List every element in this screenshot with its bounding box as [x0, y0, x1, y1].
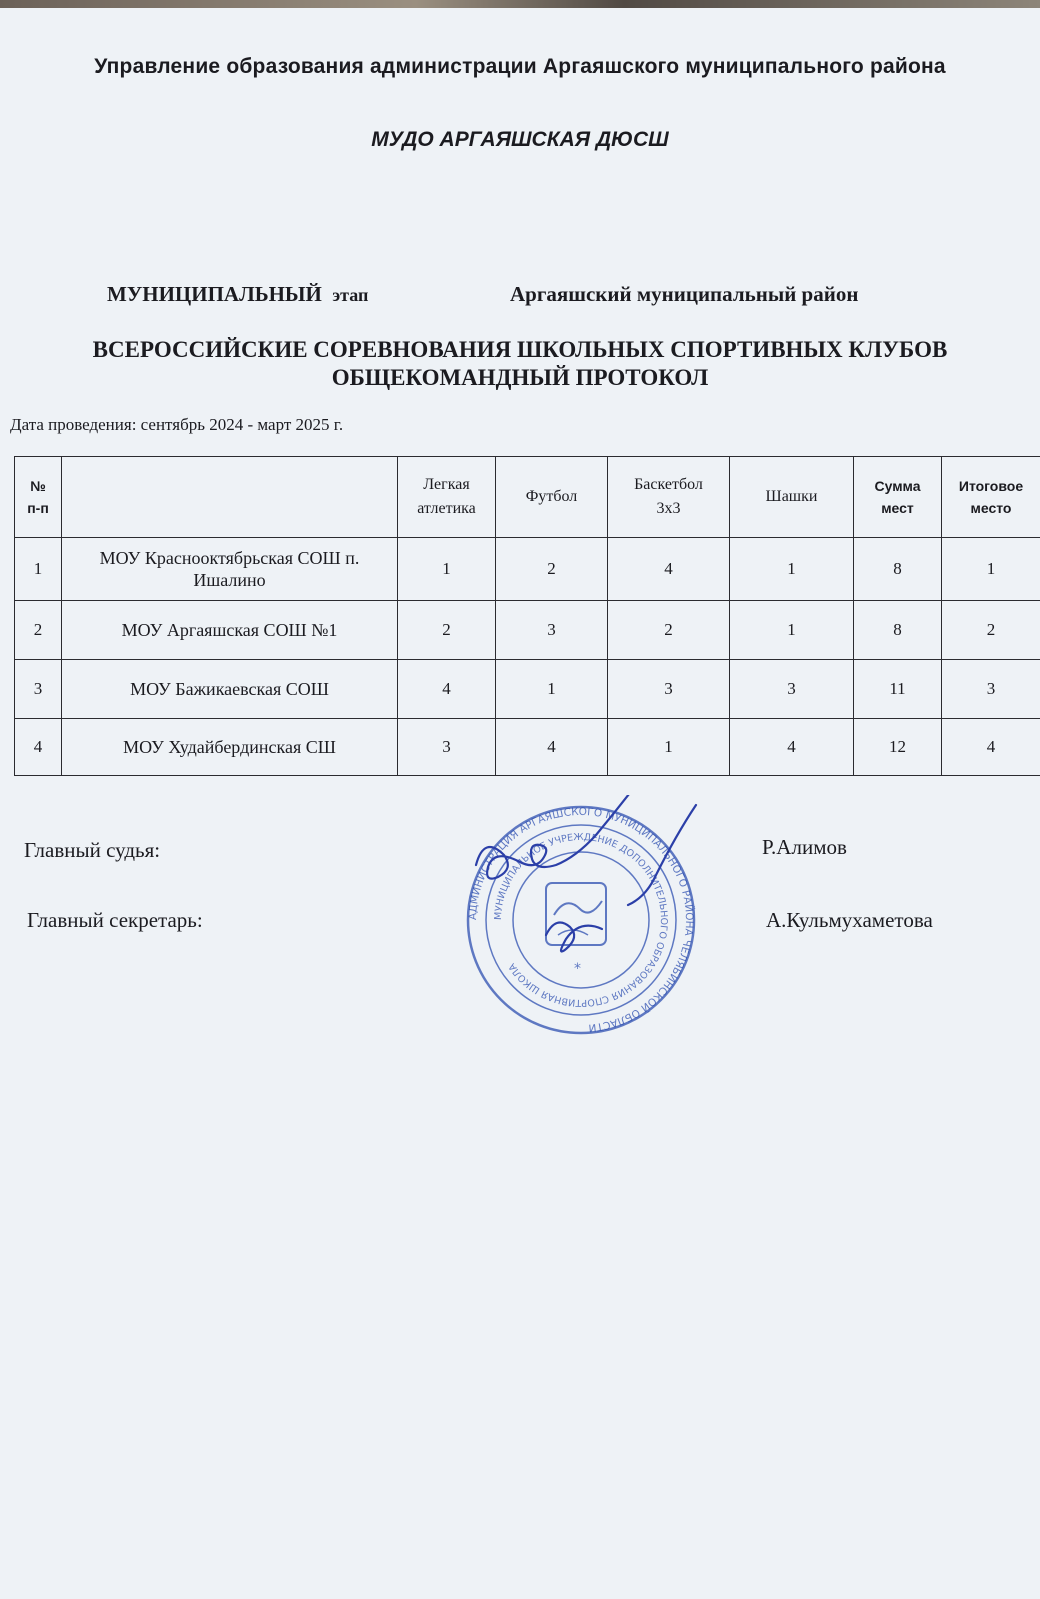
- row-school: МОУ Краснооктябрьская СОШ п. Ишалино: [62, 538, 398, 601]
- title-line-2: ОБЩЕКОМАНДНЫЙ ПРОТОКОЛ: [331, 365, 709, 390]
- table-row: [15, 660, 1040, 719]
- table-row: [15, 719, 1040, 776]
- header-num: № п-п: [15, 457, 62, 538]
- row-basketball: 4: [608, 538, 730, 601]
- official-stamp-icon: [446, 795, 716, 1035]
- school-heading: МУДО АРГАЯШСКАЯ ДЮСШ: [371, 128, 669, 151]
- header-checkers: Шашки: [730, 457, 854, 538]
- row-place: 3: [942, 660, 1040, 719]
- stamp-outer-text: АДМИНИСТРАЦИЯ АРГАЯШСКОГО МУНИЦИПАЛЬНОГО РАЙОНА ЧЕЛЯБИНСКОЙ ОБЛАСТИ: [466, 805, 696, 1034]
- results-table: [14, 456, 1040, 776]
- row-checkers: 4: [730, 719, 854, 776]
- row-num: 3: [15, 660, 62, 719]
- secretary-name: А.Кульмухаметова: [766, 908, 933, 932]
- row-sum: 11: [854, 660, 942, 719]
- row-athletics: 3: [398, 719, 496, 776]
- title-line-1: ВСЕРОССИЙСКИЕ СОРЕВНОВАНИЯ ШКОЛЬНЫХ СПОРТИВНЫХ КЛУБОВ: [92, 337, 948, 362]
- judge-name: Р.Алимов: [762, 835, 847, 859]
- row-football: 1: [496, 660, 608, 719]
- row-basketball: 2: [608, 601, 730, 660]
- header-final-place: Итоговое место: [942, 457, 1040, 538]
- table-header-row: [15, 457, 1040, 538]
- header-football: Футбол: [496, 457, 608, 538]
- row-basketball: 1: [608, 719, 730, 776]
- stage-line: [107, 282, 368, 307]
- row-athletics: 4: [398, 660, 496, 719]
- secretary-label: Главный секретарь:: [27, 908, 203, 932]
- row-place: 1: [942, 538, 1040, 601]
- photo-top-edge: [0, 0, 1040, 8]
- row-football: 3: [496, 601, 608, 660]
- header-basketball: Баскетбол 3х3: [608, 457, 730, 538]
- row-num: 4: [15, 719, 62, 776]
- row-sum: 8: [854, 538, 942, 601]
- organization-heading: Управление образования администрации Аргаяшского муниципального района: [94, 55, 946, 78]
- row-place: 4: [942, 719, 1040, 776]
- row-checkers: 1: [730, 601, 854, 660]
- stage-label: МУНИЦИПАЛЬНЫЙ: [107, 282, 322, 306]
- row-athletics: 2: [398, 601, 496, 660]
- row-basketball: 3: [608, 660, 730, 719]
- row-school: МОУ Худайбердинская СШ: [62, 719, 398, 776]
- row-num: 2: [15, 601, 62, 660]
- row-school: МОУ Аргаяшская СОШ №1: [62, 601, 398, 660]
- event-date: Дата проведения: сентябрь 2024 - март 2025 г.: [10, 415, 344, 434]
- row-athletics: 1: [398, 538, 496, 601]
- row-football: 4: [496, 719, 608, 776]
- table-row: [15, 601, 1040, 660]
- document-title: [0, 336, 1040, 392]
- table-row: [15, 538, 1040, 601]
- header-athletics: Легкая атлетика: [398, 457, 496, 538]
- judge-label: Главный судья:: [24, 838, 161, 862]
- header-name: [62, 457, 398, 538]
- district-name: Аргаяшский муниципальный район: [510, 282, 859, 306]
- stamp-inner-text: МУНИЦИПАЛЬНОЕ УЧРЕЖДЕНИЕ ДОПОЛНИТЕЛЬНОГО ОБРАЗОВАНИЯ СПОРТИВНАЯ ШКОЛА: [492, 831, 670, 1009]
- row-checkers: 1: [730, 538, 854, 601]
- row-school: МОУ Бажикаевская СОШ: [62, 660, 398, 719]
- row-num: 1: [15, 538, 62, 601]
- svg-text:*: *: [574, 961, 581, 977]
- row-sum: 8: [854, 601, 942, 660]
- row-checkers: 3: [730, 660, 854, 719]
- stage-word: этап: [332, 285, 369, 305]
- header-sum: Сумма мест: [854, 457, 942, 538]
- row-place: 2: [942, 601, 1040, 660]
- row-football: 2: [496, 538, 608, 601]
- row-sum: 12: [854, 719, 942, 776]
